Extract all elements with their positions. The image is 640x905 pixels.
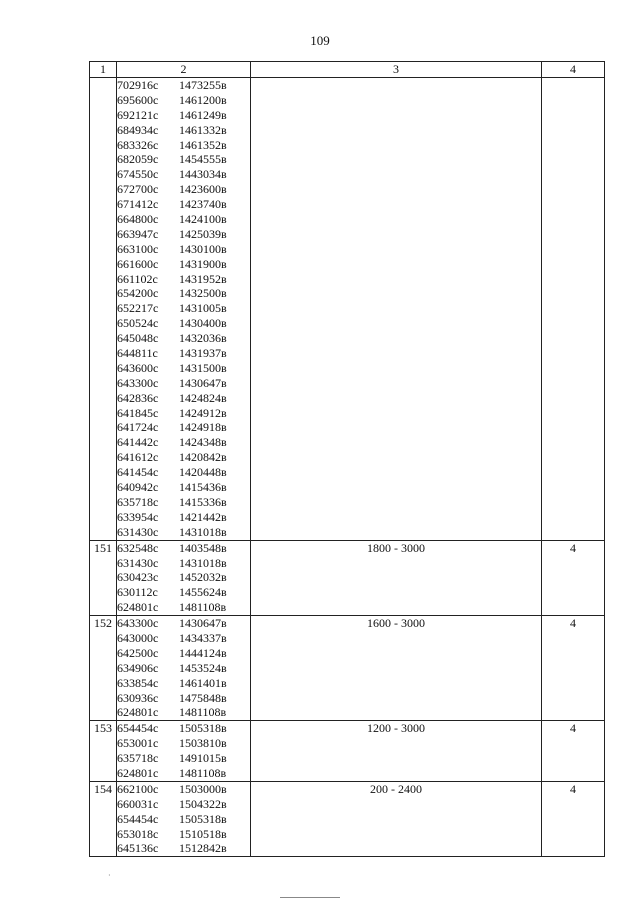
coordinate-pair (117, 420, 250, 435)
coordinate-pair (117, 465, 250, 480)
longitude: 1443034в (179, 167, 227, 182)
longitude: 1512842в (179, 841, 227, 856)
longitude: 1415336в (179, 494, 227, 509)
longitude: 1420842в (179, 450, 227, 465)
longitude: 1431018в (179, 524, 227, 539)
coordinate-pair (117, 391, 250, 406)
coordinate-pair (117, 736, 250, 751)
longitude: 1431005в (179, 301, 227, 316)
coordinate-pair (117, 212, 250, 227)
bottom-rule (280, 897, 340, 898)
row-number: 151 (90, 540, 117, 615)
latitude: 663100с (117, 241, 159, 256)
header-col-2: 2 (117, 62, 251, 78)
depth-range: 1600 - 3000 (251, 616, 542, 721)
latitude: 661102с (117, 271, 158, 286)
coordinates-cell (117, 78, 251, 541)
coordinate-pair (117, 797, 250, 812)
latitude: 642500с (117, 645, 159, 660)
longitude: 1431500в (179, 360, 227, 375)
latitude: 643600с (117, 360, 159, 375)
coordinate-pair (117, 346, 250, 361)
coordinate-pair (117, 182, 250, 197)
coordinate-pair (117, 450, 250, 465)
longitude: 1455624в (179, 585, 227, 600)
latitude: 643000с (117, 630, 159, 645)
coordinate-pair (117, 631, 250, 646)
column-4-value: 4 (542, 616, 605, 721)
latitude: 641845с (117, 405, 159, 420)
latitude: 645048с (117, 331, 159, 346)
header-col-1: 1 (90, 62, 117, 78)
longitude: 1423600в (179, 182, 227, 197)
longitude: 1423740в (179, 197, 227, 212)
longitude: 1505318в (179, 721, 227, 736)
longitude: 1453524в (179, 660, 227, 675)
longitude: 1510518в (179, 826, 227, 841)
latitude: 630423с (117, 570, 159, 585)
scan-dot: · (108, 871, 111, 880)
coordinate-pair (117, 841, 250, 856)
coordinate-pair (117, 676, 250, 691)
latitude: 643300с (117, 616, 159, 631)
longitude: 1452032в (179, 570, 227, 585)
coordinate-pair (117, 108, 250, 123)
longitude: 1481108в (179, 600, 227, 615)
longitude: 1461249в (179, 107, 227, 122)
latitude: 682059с (117, 152, 159, 167)
latitude: 671412с (117, 197, 159, 212)
coordinates-table (89, 61, 605, 857)
longitude: 1434337в (179, 630, 227, 645)
longitude: 1461401в (179, 675, 227, 690)
coordinate-pair (117, 272, 250, 287)
coordinates-cell (117, 721, 251, 782)
coordinate-pair (117, 138, 250, 153)
latitude: 641442с (117, 435, 159, 450)
latitude: 641724с (117, 420, 159, 435)
longitude: 1503000в (179, 781, 227, 796)
latitude: 631430с (117, 555, 159, 570)
longitude: 1430400в (179, 316, 227, 331)
row-number: 154 (90, 781, 117, 856)
coordinate-pair (117, 510, 250, 525)
coordinate-pair (117, 556, 250, 571)
longitude: 1431937в (179, 346, 227, 361)
longitude: 1415436в (179, 480, 227, 495)
coordinate-pair (117, 257, 250, 272)
coordinate-pair (117, 691, 250, 706)
latitude: 642836с (117, 390, 159, 405)
coordinate-pair (117, 152, 250, 167)
coordinates-cell (117, 781, 251, 856)
latitude: 640942с (117, 480, 159, 495)
latitude: 631430с (117, 524, 159, 539)
latitude: 630936с (117, 690, 159, 705)
coordinate-pair (117, 301, 250, 316)
longitude: 1424912в (179, 405, 227, 420)
longitude: 1491015в (179, 751, 227, 766)
latitude: 644811с (117, 346, 158, 361)
longitude: 1424918в (179, 420, 227, 435)
latitude: 692121с (117, 107, 159, 122)
latitude: 695600с (117, 92, 159, 107)
longitude: 1461200в (179, 92, 227, 107)
latitude: 641454с (117, 465, 159, 480)
coordinate-pair (117, 197, 250, 212)
longitude: 1461352в (179, 137, 227, 152)
coordinate-pair (117, 541, 250, 556)
latitude: 635718с (117, 494, 159, 509)
longitude: 1431952в (179, 271, 227, 286)
latitude: 683326с (117, 137, 159, 152)
header-row (90, 62, 605, 78)
coordinate-pair (117, 616, 250, 631)
longitude: 1481108в (179, 705, 227, 720)
coordinate-pair (117, 435, 250, 450)
coordinate-pair (117, 782, 250, 797)
longitude: 1430647в (179, 616, 227, 631)
latitude: 633854с (117, 675, 159, 690)
coordinate-pair (117, 600, 250, 615)
depth-range: 200 - 2400 (251, 781, 542, 856)
row-number (90, 78, 117, 541)
latitude: 624801с (117, 705, 159, 720)
coordinate-pair (117, 78, 250, 93)
longitude: 1420448в (179, 465, 227, 480)
coordinate-pair (117, 812, 250, 827)
depth-range: 1800 - 3000 (251, 540, 542, 615)
latitude: 652217с (117, 301, 159, 316)
coordinate-pair (117, 167, 250, 182)
latitude: 624801с (117, 765, 159, 780)
longitude: 1430100в (179, 241, 227, 256)
latitude: 645136с (117, 841, 159, 856)
depth-range (251, 78, 542, 541)
column-4-value: 4 (542, 540, 605, 615)
longitude: 1503810в (179, 736, 227, 751)
longitude: 1454555в (179, 152, 227, 167)
longitude: 1444124в (179, 645, 227, 660)
header-col-4: 4 (542, 62, 605, 78)
longitude: 1504322в (179, 796, 227, 811)
column-4-value: 4 (542, 781, 605, 856)
latitude: 654454с (117, 721, 159, 736)
coordinate-pair (117, 585, 250, 600)
coordinate-pair (117, 766, 250, 781)
latitude: 663947с (117, 226, 159, 241)
table-row (90, 721, 605, 782)
table-row (90, 781, 605, 856)
column-4-value (542, 78, 605, 541)
longitude: 1473255в (179, 78, 227, 92)
longitude: 1424824в (179, 390, 227, 405)
coordinate-pair (117, 480, 250, 495)
coordinate-pair (117, 376, 250, 391)
table-body (90, 78, 605, 857)
coordinate-pair (117, 316, 250, 331)
longitude: 1432500в (179, 286, 227, 301)
longitude: 1424100в (179, 212, 227, 227)
coordinate-pair (117, 242, 250, 257)
longitude: 1430647в (179, 375, 227, 390)
coordinates-cell (117, 540, 251, 615)
coordinates-cell (117, 616, 251, 721)
coordinate-pair (117, 570, 250, 585)
latitude: 654200с (117, 286, 159, 301)
latitude: 653018с (117, 826, 159, 841)
latitude: 661600с (117, 256, 159, 271)
row-number: 153 (90, 721, 117, 782)
table-row (90, 78, 605, 541)
longitude: 1461332в (179, 122, 227, 137)
longitude: 1425039в (179, 226, 227, 241)
longitude: 1403548в (179, 540, 227, 555)
column-4-value: 4 (542, 721, 605, 782)
coordinate-pair (117, 406, 250, 421)
latitude: 654454с (117, 811, 159, 826)
page-number: 109 (310, 33, 330, 48)
latitude: 702916с (117, 78, 159, 92)
latitude: 632548с (117, 540, 159, 555)
latitude: 643300с (117, 375, 159, 390)
latitude: 672700с (117, 182, 159, 197)
coordinate-pair (117, 646, 250, 661)
latitude: 653001с (117, 736, 159, 751)
header-col-3: 3 (251, 62, 542, 78)
longitude: 1431900в (179, 256, 227, 271)
latitude: 664800с (117, 212, 159, 227)
row-number: 152 (90, 616, 117, 721)
latitude: 624801с (117, 600, 159, 615)
latitude: 633954с (117, 509, 159, 524)
latitude: 684934с (117, 122, 159, 137)
coordinate-pair (117, 93, 250, 108)
longitude: 1481108в (179, 765, 227, 780)
longitude: 1424348в (179, 435, 227, 450)
coordinate-pair (117, 286, 250, 301)
latitude: 650524с (117, 316, 159, 331)
coordinate-pair (117, 227, 250, 242)
coordinate-pair (117, 721, 250, 736)
table-row (90, 616, 605, 721)
latitude: 660031с (117, 796, 159, 811)
latitude: 635718с (117, 751, 159, 766)
latitude: 641612с (117, 450, 159, 465)
coordinate-pair (117, 495, 250, 510)
coordinate-pair (117, 705, 250, 720)
table-row (90, 540, 605, 615)
longitude: 1475848в (179, 690, 227, 705)
longitude: 1431018в (179, 555, 227, 570)
coordinate-pair (117, 331, 250, 346)
longitude: 1505318в (179, 811, 227, 826)
coordinate-pair (117, 827, 250, 842)
latitude: 634906с (117, 660, 159, 675)
latitude: 630112с (117, 585, 158, 600)
depth-range: 1200 - 3000 (251, 721, 542, 782)
latitude: 662100с (117, 781, 159, 796)
coordinate-pair (117, 661, 250, 676)
coordinate-pair (117, 751, 250, 766)
longitude: 1432036в (179, 331, 227, 346)
latitude: 674550с (117, 167, 159, 182)
coordinate-pair (117, 123, 250, 138)
coordinate-pair (117, 525, 250, 540)
longitude: 1421442в (179, 509, 227, 524)
coordinate-pair (117, 361, 250, 376)
